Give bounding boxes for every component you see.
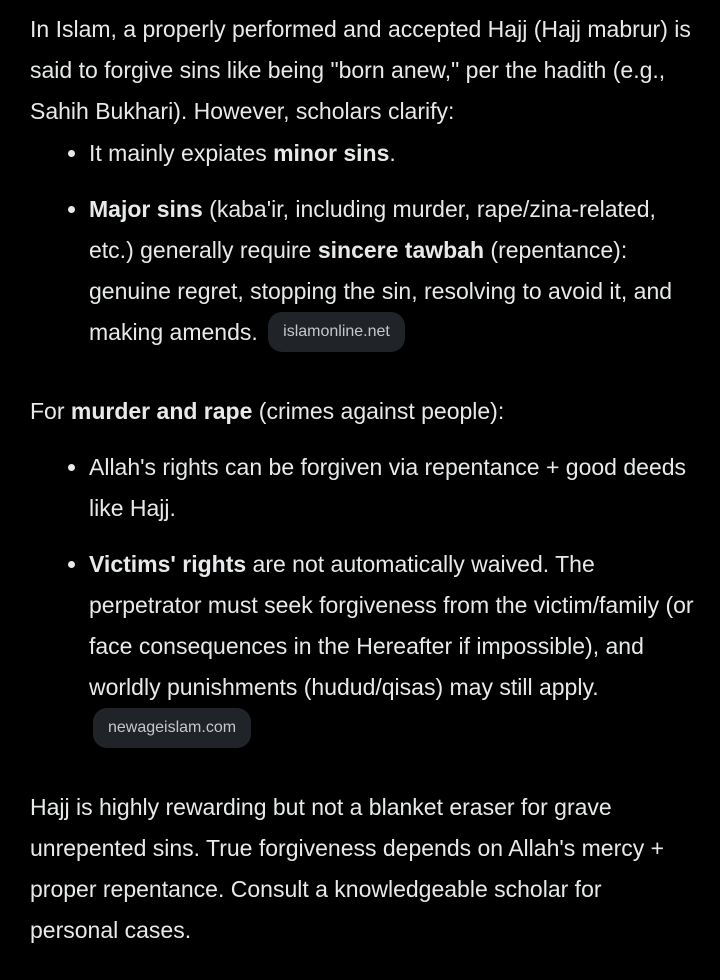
response-body: [30, 9, 695, 951]
source-chip-islamonline[interactable]: islamonline.net: [268, 312, 405, 352]
major-sins-text-2: (repentance): genuine regret, stopping the sin, resolving to avoid it, and making amends.: [89, 237, 673, 345]
intro-paragraph: [30, 9, 695, 132]
major-sins-bold: Major sins: [89, 196, 203, 222]
victims-rights-text: are not automatically waived. The perpetrator must seek forgiveness from the victim/family (or face consequences in the Hereafter if impossible), and worldly punishments (hudud/qisas) may still apply.: [89, 551, 694, 700]
conclusion-paragraph: [30, 787, 695, 951]
murder-section-heading: [30, 391, 695, 432]
list-item-major-sins: [30, 189, 695, 353]
list-item-victims-rights: [30, 544, 695, 749]
murder-and-rape-bold: murder and rape: [70, 398, 253, 424]
murder-text-after: (crimes against people):: [252, 398, 505, 424]
major-sins-text-1: (kaba'ir, including murder, rape/zina-related, etc.) generally require: [89, 196, 656, 263]
intro-text: In Islam, a properly performed and accepted Hajj (Hajj mabrur) is said to forgive sins like being "born anew," per the hadith (e.g., Sahih Bukhari). However, scholars clarify:: [30, 16, 691, 124]
sin-types-list: [30, 133, 695, 353]
minor-sins-text-after: .: [389, 140, 396, 166]
rights-list: [30, 447, 695, 749]
source-chip-newageislam[interactable]: newageislam.com: [93, 708, 251, 748]
sincere-tawbah-bold: sincere tawbah: [317, 237, 485, 263]
minor-sins-bold: minor sins: [273, 140, 390, 166]
murder-text-before: For: [30, 398, 71, 424]
conclusion-text: Hajj is highly rewarding but not a blanket eraser for grave unrepented sins. True forgiveness depends on Allah's mercy + proper repentance. Consult a knowledgeable scholar for personal cases.: [30, 794, 665, 943]
victims-rights-bold: Victims' rights: [89, 551, 247, 577]
list-item-allahs-rights: [30, 447, 695, 529]
minor-sins-text-before: It mainly expiates: [89, 140, 274, 166]
allahs-rights-text: Allah's rights can be forgiven via repentance + good deeds like Hajj.: [89, 454, 687, 521]
list-item-minor-sins: [30, 133, 695, 174]
